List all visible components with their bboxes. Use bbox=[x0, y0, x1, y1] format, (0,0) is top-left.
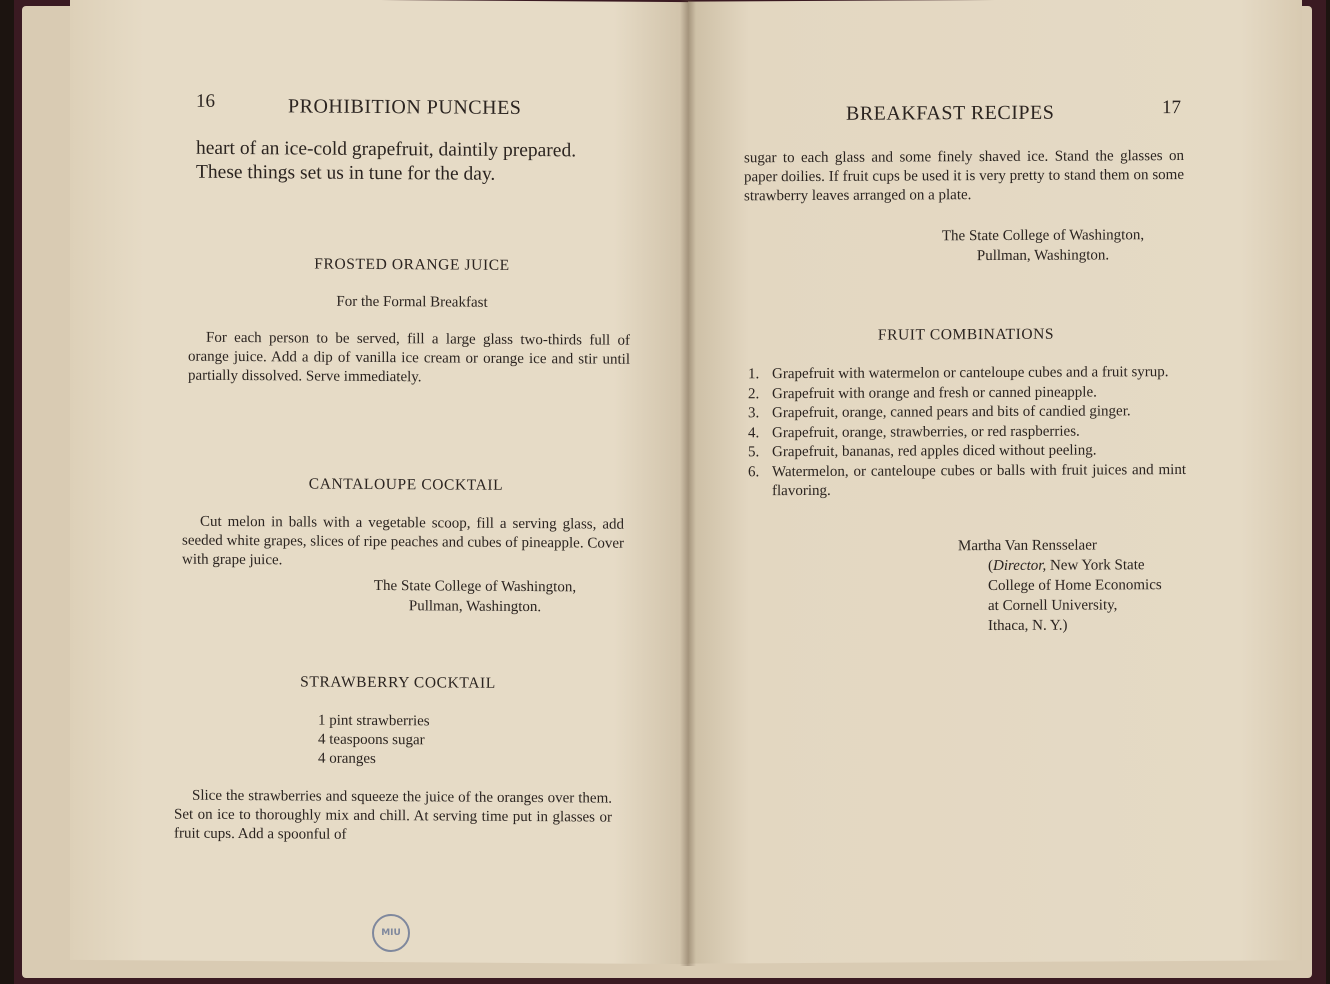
recipe-title-cantaloupe: CANTALOUPE COCKTAIL bbox=[308, 475, 504, 494]
list-text: Grapefruit, orange, strawberries, or red raspberries. bbox=[772, 423, 1080, 441]
ingredient-item: 4 oranges bbox=[318, 750, 376, 767]
list-number: 2. bbox=[748, 385, 760, 402]
list-number: 6. bbox=[748, 463, 760, 480]
list-number: 3. bbox=[748, 405, 760, 422]
running-head: PROHIBITION PUNCHES bbox=[288, 95, 522, 119]
recipe-title-frosted: FROSTED ORANGE JUICE bbox=[314, 255, 510, 274]
right-page bbox=[688, 0, 1302, 964]
recipe-text-strawberry: Slice the strawberries and squeeze the juice of the oranges over them. Set on ice to thoroughly mix and chill. At serving time put in glasses or fruit cups. Add a spoonful of bbox=[174, 787, 612, 843]
book-gutter bbox=[680, 0, 696, 966]
author-line: Ithaca, N. Y.) bbox=[988, 617, 1068, 635]
recipe-title-strawberry: STRAWBERRY COCKTAIL bbox=[300, 673, 496, 692]
intro-line: heart of an ice-cold grapefruit, daintily prepared. bbox=[196, 137, 577, 162]
list-item bbox=[748, 460, 1186, 501]
list-text: Grapefruit, bananas, red apples diced without peeling. bbox=[772, 442, 1097, 461]
intro-text bbox=[196, 137, 646, 188]
credit-line: Pullman, Washington. bbox=[408, 598, 542, 616]
running-head: BREAKFAST RECIPES bbox=[846, 101, 1055, 125]
library-stamp: MIU bbox=[372, 914, 410, 952]
author-credit bbox=[958, 535, 1198, 636]
continuation-text: sugar to each glass and some finely shaved ice. Stand the glasses on paper doilies. If fruit cups be used it is very pretty to stand them on some strawberry leaves arranged on a plate. bbox=[744, 148, 1184, 205]
list-item bbox=[748, 363, 1186, 385]
list-text: Grapefruit, orange, canned pears and bits of candied ginger. bbox=[772, 403, 1131, 422]
credit-block bbox=[898, 225, 1188, 267]
list-item bbox=[748, 441, 1186, 463]
list-item bbox=[748, 402, 1186, 424]
list-number: 1. bbox=[748, 366, 760, 383]
credit-line: The State College of Washington, bbox=[373, 577, 577, 596]
recipe-text-frosted: For each person to be served, fill a large glass two-thirds full of orange juice. Add a dip of vanilla ice cream or orange ice and stir until partially dissolved. Serve immediately. bbox=[188, 329, 630, 386]
list-text: Watermelon, or canteloupe cubes or balls with fruit juices and mint flavoring. bbox=[772, 461, 1186, 500]
recipe-subtitle: For the Formal Breakfast bbox=[336, 293, 488, 311]
list-text: Grapefruit with orange and fresh or canned pineapple. bbox=[772, 383, 1097, 402]
ingredient-item: 1 pint strawberries bbox=[318, 712, 430, 730]
credit-line: The State College of Washington, bbox=[941, 227, 1145, 245]
list-text: Grapefruit with watermelon or canteloupe cubes and a fruit syrup. bbox=[772, 364, 1169, 383]
author-title: (Director, New York State bbox=[988, 557, 1145, 575]
list-number: 4. bbox=[748, 424, 760, 441]
credit-line: Pullman, Washington. bbox=[976, 247, 1110, 265]
recipe-title-fruit: FRUIT COMBINATIONS bbox=[877, 325, 1055, 344]
list-item bbox=[748, 382, 1186, 404]
fruit-combination-list bbox=[748, 363, 1186, 502]
page-number: 17 bbox=[1162, 97, 1181, 119]
author-name: Martha Van Rensselaer bbox=[958, 537, 1097, 555]
author-line: at Cornell University, bbox=[988, 597, 1118, 615]
ingredient-list bbox=[318, 712, 518, 770]
left-page bbox=[70, 0, 688, 964]
credit-block bbox=[330, 576, 620, 618]
ingredient-item: 4 teaspoons sugar bbox=[318, 731, 425, 749]
page-number: 16 bbox=[196, 90, 215, 112]
recipe-text-cantaloupe: Cut melon in balls with a vegetable scoop, fill a serving glass, add seeded white grapes, slices of ripe peaches and cubes of pineapple. Cover with grape juice. bbox=[182, 513, 624, 569]
list-number: 5. bbox=[748, 444, 760, 461]
intro-line: These things set us in tune for the day. bbox=[196, 161, 496, 185]
author-line: College of Home Economics bbox=[988, 577, 1162, 595]
list-item bbox=[748, 421, 1186, 443]
